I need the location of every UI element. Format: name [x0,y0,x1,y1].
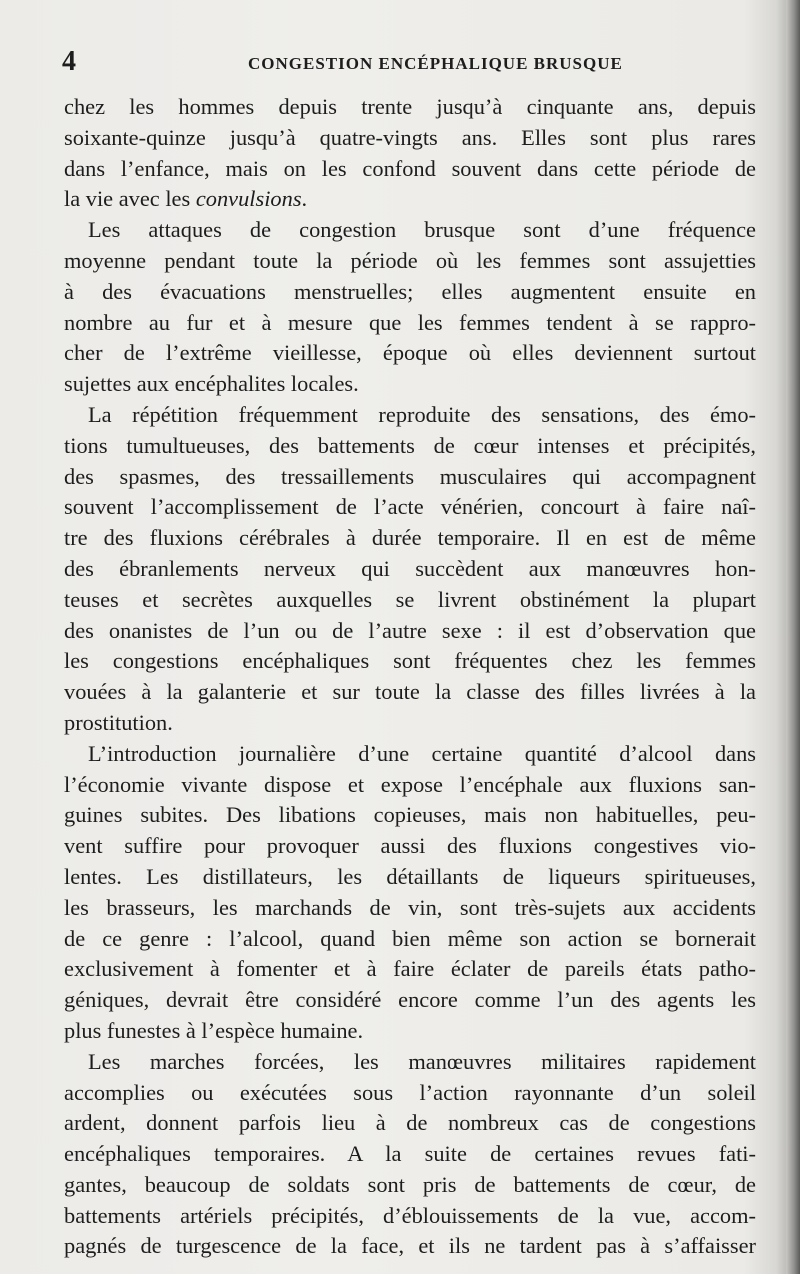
text-line: les brasseurs, les marchands de vin, sont très-sujets aux accidents [64,894,756,920]
text-line: vouées à la galanterie et sur toute la classe des filles livrées à la [64,679,756,705]
text-line: souvent l’accomplissement de l’acte vénérien, concourt à faire naî- [64,494,756,520]
text-line: chez les hommes depuis trente jusqu’à cinquante ans, depuis [64,94,756,119]
text-line: tre des fluxions cérébrales à durée temporaire. Il en est de même [64,525,756,551]
text-line: nombre au fur et à mesure que les femmes tendent à se rappro- [64,309,756,335]
text-line [64,184,756,215]
text-line: pagnés de turgescence de la face, et ils ne tardent pas à s’affaisser [64,1233,756,1259]
text-fragment: la vie avec les [64,186,191,212]
text-line: prostitution. [64,709,173,735]
text-line: ardent, donnent parfois lieu à de nombreux cas de congestions [64,1110,756,1136]
text-line: plus funestes à l’espèce humaine. [64,1017,364,1043]
text-line: accomplies ou exécutées sous l’action rayonnante d’un soleil [64,1079,756,1105]
text-line: guines subites. Des libations copieuses, mais non habituelles, peu- [64,802,756,828]
text-line: battements artériels précipités, d’éblouissements de la vue, accom- [64,1202,756,1228]
text-line: lentes. Les distillateurs, les détaillants de liqueurs spiritueuses, [64,863,756,889]
running-title: CONGESTION ENCÉPHALIQUE BRUSQUE [248,54,623,73]
page-number: 4 [62,46,76,77]
text-line: des ébranlements nerveux qui succèdent aux manœuvres hon- [64,555,756,581]
text-line: dans l’enfance, mais on les confond souvent dans cette période de [64,155,756,181]
paragraph-first-line: Les marches forcées, les manœuvres militaires rapidement [88,1048,756,1074]
text-line: exclusivement à fomenter et à faire éclater de pareils états patho- [64,956,756,982]
paragraph-first-line: L’introduction journalière d’une certaine quantité d’alcool dans [88,740,756,766]
text-line: cher de l’extrême vieillesse, époque où elles deviennent surtout [64,340,756,366]
text-line: des onanistes de l’un ou de l’autre sexe : il est d’observation que [64,617,756,643]
text-line: les congestions encéphaliques sont fréquentes chez les femmes [64,648,756,674]
text-line: des spasmes, des tressaillements musculaires qui accompagnent [64,463,756,489]
text-line: moyenne pendant toute la période où les femmes sont assujetties [64,247,756,273]
text-line: l’économie vivante dispose et expose l’encéphale aux fluxions san- [64,771,756,797]
page-edge [786,0,800,1274]
text-line: teuses et secrètes auxquelles se livrent obstinément la plupart [64,586,756,612]
text-line: sujettes aux encéphalites locales. [64,371,359,397]
text-line: tions tumultueuses, des battements de cœur intenses et précipités, [64,432,756,458]
text-line: encéphaliques temporaires. A la suite de certaines revues fati- [64,1141,756,1167]
body-text [64,92,756,1262]
paragraph-first-line: Les attaques de congestion brusque sont d’une fréquence [88,217,756,243]
italic-term: convulsions [195,186,302,212]
text-line: gantes, beaucoup de soldats sont pris de battements de cœur, de [64,1171,756,1197]
text-line: géniques, devrait être considéré encore comme l’un des agents les [64,987,756,1013]
text-line: à des évacuations menstruelles; elles augmentent ensuite en [64,278,756,304]
page-header [62,46,762,76]
text-fragment: . [301,186,308,212]
paragraph-first-line: La répétition fréquemment reproduite des sensations, des émo- [88,401,756,427]
text-line: de ce genre : l’alcool, quand bien même son action se bornerait [64,925,756,951]
text-line: soixante-quinze jusqu’à quatre-vingts ans. Elles sont plus rares [64,124,756,150]
text-line: vent suffire pour provoquer aussi des fluxions congestives vio- [64,833,756,859]
